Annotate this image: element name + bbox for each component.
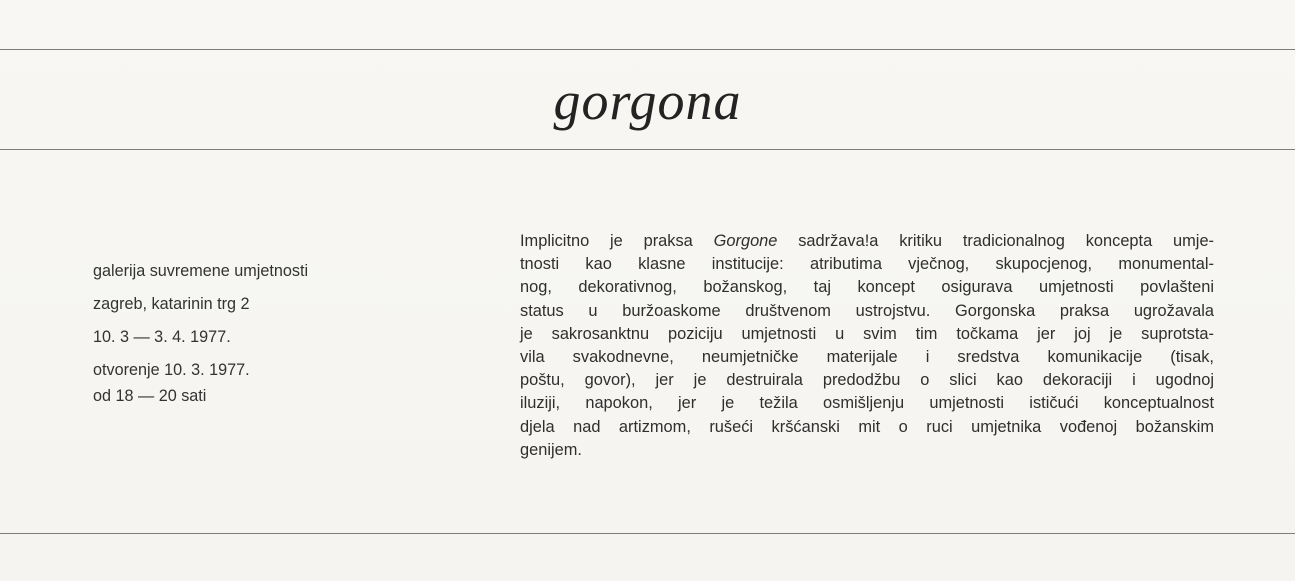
description-line: tnosti kao klasne institucije: atributima vječnog, skupocjenog, monumental- <box>520 255 1214 274</box>
gallery-address: zagreb, katarinin trg 2 <box>93 295 250 313</box>
opening-hours: od 18 — 20 sati <box>93 387 207 405</box>
description-line <box>520 230 1214 253</box>
description-line-1-pre: Implicitno je praksa <box>520 232 714 250</box>
description-line-1-em: Gorgone <box>713 232 778 250</box>
gallery-name: galerija suvremene umjetnosti <box>93 262 309 280</box>
description-line: genijem. <box>520 440 582 459</box>
description-line: je sakrosanktnu poziciju umjetnosti u svim tim točkama jer joj je suprotsta- <box>520 324 1214 343</box>
bottom-rule <box>0 533 1295 534</box>
opening-date: otvorenje 10. 3. 1977. <box>93 361 250 379</box>
page-title: gorgona <box>553 71 742 131</box>
description-line: status u buržoaskome društvenom ustrojstvu. Gorgonska praksa ugrožavala <box>520 301 1214 320</box>
description-line: vila svakodnevne, neumjetničke materijale i sredstva komunikacije (tisak, <box>520 348 1214 367</box>
middle-rule <box>0 149 1295 150</box>
description-line: djela nad artizmom, rušeći kršćanski mit o ruci umjetnika vođenoj božanskim <box>520 417 1214 436</box>
description-line: iluziji, napokon, jer je težila osmišljenju umjetnosti ističući konceptualnost <box>520 394 1214 413</box>
exhibition-info <box>93 258 453 416</box>
description-line: nog, dekorativnog, božanskog, taj koncept osigurava umjetnosti povlašteni <box>520 278 1214 297</box>
description-text <box>520 230 1214 462</box>
exhibition-dates: 10. 3 — 3. 4. 1977. <box>93 328 231 346</box>
description-line: poštu, govor), jer je destruirala predodžbu o slici kao dekoraciji i ugodnoj <box>520 371 1214 390</box>
top-rule <box>0 49 1295 50</box>
description-line-1-post: sadržava!a kritiku tradicionalnog koncepta umje- <box>777 232 1215 250</box>
